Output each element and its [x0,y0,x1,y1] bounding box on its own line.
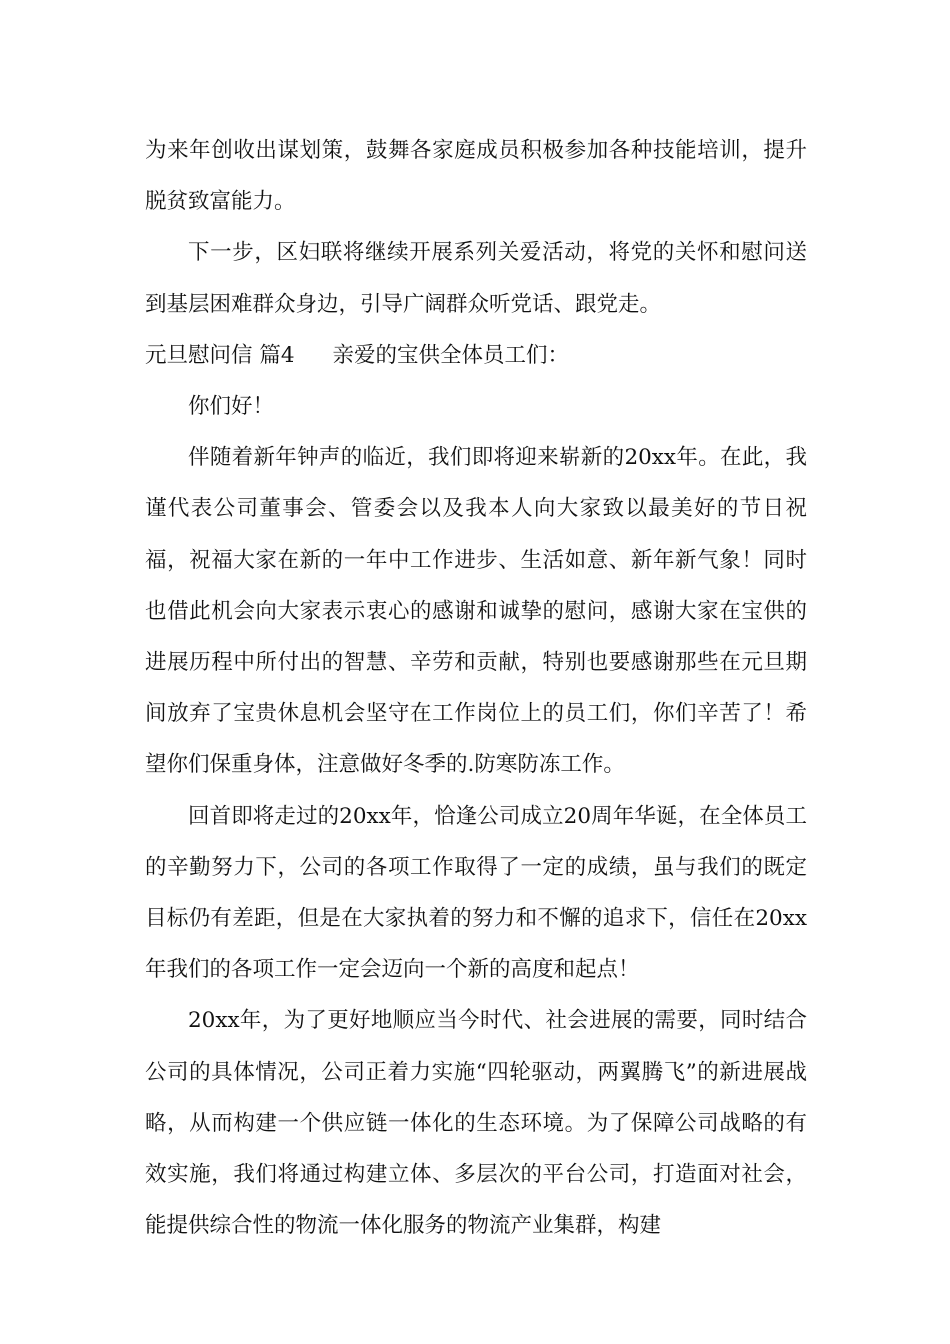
paragraph-4: 回首即将走过的20xx年，恰逢公司成立20周年华诞，在全体员工的辛勤努力下，公司的各项工作取得了一定的成绩，虽与我们的既定目标仍有差距，但是在大家执着的努力和不懈的追求下，信任在20xx年我们的各项工作一定会迈向一个新的高度和起点！ [145,803,807,983]
document-body [145,125,807,1251]
salutation: 亲爱的宝供全体员工们： [332,342,570,368]
paragraph-5: 20xx年，为了更好地顺应当今时代、社会进展的需要，同时结合公司的具体情况，公司正着力实施“四轮驱动，两翼腾飞”的新进展战略，从而构建一个供应链一体化的生态环境。为了保障公司战略的有效实施，我们将通过构建立体、多层次的平台公司，打造面对社会，能提供综合性的物流一体化服务的物流产业集群，构建 [145,1008,807,1239]
section-title: 元旦慰问信 篇4 [145,342,295,368]
paragraph-3: 伴随着新年钟声的临近，我们即将迎来崭新的20xx年。在此，我谨代表公司董事会、管委会以及我本人向大家致以最美好的节日祝福，祝福大家在新的一年中工作进步、生活如意、新年新气象！同时也借此机会向大家表示衷心的感谢和诚挚的慰问，感谢大家在宝供的进展历程中所付出的智慧、辛劳和贡献，特别也要感谢那些在元旦期间放弃了宝贵休息机会坚守在工作岗位上的员工们，你们辛苦了！希望你们保重身体，注意做好冬季的.防寒防冻工作。 [145,445,807,778]
paragraph-2: 下一步，区妇联将继续开展系列关爱活动，将党的关怀和慰问送到基层困难群众身边，引导广阔群众听党话、跟党走。 [145,240,807,317]
section-heading [145,330,807,381]
paragraph-1: 为来年创收出谋划策，鼓舞各家庭成员积极参加各种技能培训，提升脱贫致富能力。 [145,138,807,215]
greeting: 你们好！ [188,394,275,420]
